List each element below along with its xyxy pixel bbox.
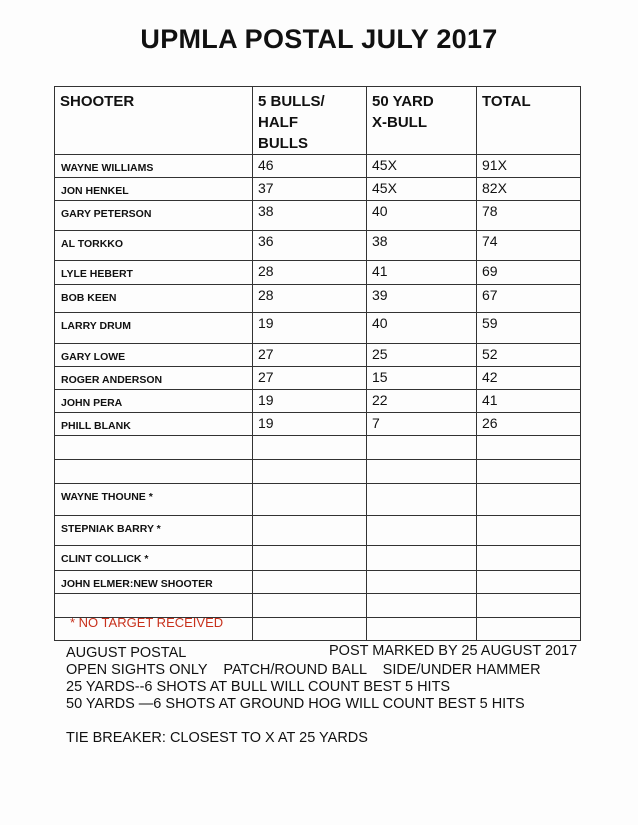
cell-5-bulls: 19	[253, 413, 367, 436]
table-row	[55, 516, 581, 546]
cell-5-bulls	[253, 594, 367, 618]
cell-shooter: GARY LOWE	[55, 344, 253, 367]
cell-shooter: ROGER ANDERSON	[55, 367, 253, 390]
header-50-yard: 50 YARD X-BULL	[367, 87, 477, 155]
cell-shooter: GARY PETERSON	[55, 201, 253, 231]
table-row	[55, 231, 581, 261]
cell-50-yard: 39	[367, 285, 477, 313]
footer-50-yards-line: 50 YARDS —6 SHOTS AT GROUND HOG WILL COUNT BEST 5 HITS	[66, 696, 525, 712]
table-row	[55, 344, 581, 367]
table-row	[55, 155, 581, 178]
cell-5-bulls: 28	[253, 285, 367, 313]
cell-shooter: CLINT COLLICK *	[55, 546, 253, 571]
cell-5-bulls	[253, 484, 367, 516]
cell-shooter	[55, 460, 253, 484]
cell-shooter	[55, 594, 253, 618]
table-row	[55, 413, 581, 436]
cell-5-bulls	[253, 571, 367, 594]
cell-5-bulls	[253, 460, 367, 484]
cell-50-yard	[367, 516, 477, 546]
table-row	[55, 285, 581, 313]
cell-50-yard	[367, 436, 477, 460]
cell-50-yard	[367, 618, 477, 641]
cell-total: 78	[477, 201, 581, 231]
cell-50-yard: 41	[367, 261, 477, 285]
header-total: TOTAL	[477, 87, 581, 155]
cell-total	[477, 484, 581, 516]
cell-total: 59	[477, 313, 581, 344]
cell-shooter: STEPNIAK BARRY *	[55, 516, 253, 546]
table-row	[55, 390, 581, 413]
cell-shooter: PHILL BLANK	[55, 413, 253, 436]
cell-50-yard	[367, 484, 477, 516]
cell-total	[477, 460, 581, 484]
cell-50-yard: 40	[367, 201, 477, 231]
cell-5-bulls	[253, 516, 367, 546]
footer-sights-line: OPEN SIGHTS ONLY PATCH/ROUND BALL SIDE/UNDER HAMMER	[66, 662, 541, 678]
page-title: UPMLA POSTAL JULY 2017	[140, 24, 498, 54]
table-row	[55, 313, 581, 344]
cell-5-bulls: 19	[253, 313, 367, 344]
cell-shooter: JON HENKEL	[55, 178, 253, 201]
cell-shooter: JOHN ELMER:NEW SHOOTER	[55, 571, 253, 594]
cell-shooter: JOHN PERA	[55, 390, 253, 413]
cell-shooter	[55, 436, 253, 460]
cell-50-yard: 7	[367, 413, 477, 436]
footer-25-yards-line: 25 YARDS--6 SHOTS AT BULL WILL COUNT BEST 5 HITS	[66, 679, 451, 695]
cell-5-bulls	[253, 618, 367, 641]
cell-shooter: WAYNE THOUNE *	[55, 484, 253, 516]
table-row	[55, 484, 581, 516]
cell-shooter: BOB KEEN	[55, 285, 253, 313]
tie-breaker-rule: TIE BREAKER: CLOSEST TO X AT 25 YARDS	[66, 730, 368, 746]
cell-5-bulls: 19	[253, 390, 367, 413]
cell-50-yard: 25	[367, 344, 477, 367]
table-row	[55, 436, 581, 460]
cell-total	[477, 594, 581, 618]
cell-50-yard: 45X	[367, 178, 477, 201]
cell-5-bulls: 37	[253, 178, 367, 201]
cell-50-yard	[367, 546, 477, 571]
cell-5-bulls: 36	[253, 231, 367, 261]
cell-total: 82X	[477, 178, 581, 201]
cell-50-yard	[367, 571, 477, 594]
table-row	[55, 594, 581, 618]
table-row	[55, 571, 581, 594]
cell-shooter: LARRY DRUM	[55, 313, 253, 344]
cell-total	[477, 516, 581, 546]
table-row	[55, 367, 581, 390]
cell-shooter: WAYNE WILLIAMS	[55, 155, 253, 178]
header-shooter: SHOOTER	[55, 87, 253, 155]
cell-shooter: AL TORKKO	[55, 231, 253, 261]
cell-50-yard: 45X	[367, 155, 477, 178]
table-row	[55, 546, 581, 571]
cell-total	[477, 571, 581, 594]
cell-5-bulls: 27	[253, 367, 367, 390]
cell-total: 91X	[477, 155, 581, 178]
post-marked-deadline: POST MARKED BY 25 AUGUST 2017	[329, 643, 578, 659]
cell-total: 26	[477, 413, 581, 436]
table-row	[55, 201, 581, 231]
cell-50-yard: 15	[367, 367, 477, 390]
cell-total	[477, 436, 581, 460]
table-row	[55, 460, 581, 484]
cell-5-bulls: 38	[253, 201, 367, 231]
cell-5-bulls	[253, 436, 367, 460]
cell-50-yard: 38	[367, 231, 477, 261]
cell-total: 74	[477, 231, 581, 261]
cell-5-bulls: 28	[253, 261, 367, 285]
cell-5-bulls	[253, 546, 367, 571]
cell-50-yard	[367, 594, 477, 618]
cell-5-bulls: 27	[253, 344, 367, 367]
cell-total: 69	[477, 261, 581, 285]
cell-50-yard	[367, 460, 477, 484]
cell-total: 67	[477, 285, 581, 313]
cell-total: 42	[477, 367, 581, 390]
cell-5-bulls: 46	[253, 155, 367, 178]
cell-total: 41	[477, 390, 581, 413]
cell-50-yard: 22	[367, 390, 477, 413]
table-header-row	[55, 87, 581, 155]
table-row	[55, 261, 581, 285]
cell-total	[477, 618, 581, 641]
cell-total: 52	[477, 344, 581, 367]
header-5-bulls: 5 BULLS/ HALF BULLS	[253, 87, 367, 155]
cell-shooter: LYLE HEBERT	[55, 261, 253, 285]
table-row	[55, 178, 581, 201]
cell-50-yard: 40	[367, 313, 477, 344]
footer-august-postal: AUGUST POSTAL	[66, 645, 187, 661]
score-table	[54, 86, 581, 641]
no-target-note: * NO TARGET RECEIVED	[70, 615, 224, 630]
cell-total	[477, 546, 581, 571]
